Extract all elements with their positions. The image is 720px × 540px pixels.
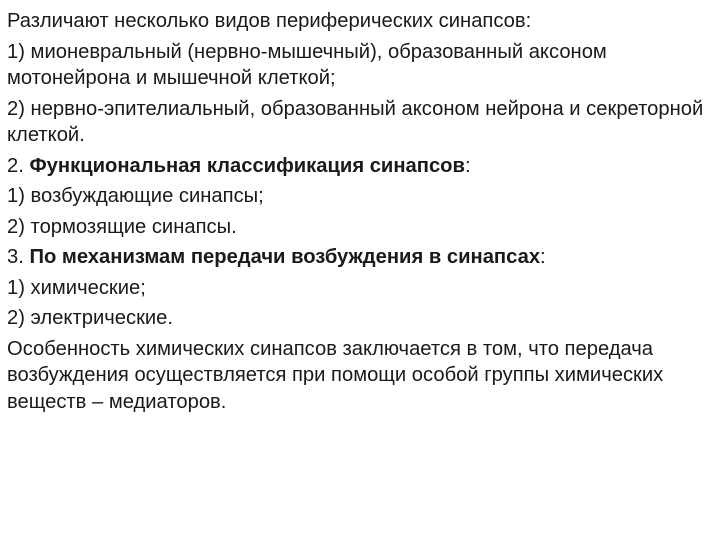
- section-heading-bold: Функциональная классификация синапсов: [29, 154, 465, 177]
- list-item-neuroepithelial: 2) нервно-эпителиальный, образованный аксоном нейрона и секреторной клеткой.: [7, 97, 704, 146]
- section-number: 3.: [7, 246, 30, 268]
- list-item-chemical: 1) химические;: [7, 276, 146, 299]
- list-item-inhibitory: 2) тормозящие синапсы.: [7, 215, 237, 238]
- section-colon: :: [540, 246, 546, 268]
- list-item-electrical: 2) электрические.: [7, 307, 174, 329]
- section-heading-functional: [7, 153, 713, 180]
- list-item-excitatory: 1) возбуждающие синапсы;: [7, 185, 264, 207]
- list-item-mioneural: 1) мионевральный (нервно-мышечный), образованный аксоном мотонейрона и мышечной клеткой;: [7, 40, 607, 89]
- section-colon: :: [464, 154, 471, 177]
- section-number: 2.: [7, 154, 30, 177]
- intro-paragraph: Различают несколько видов периферических синапсов:: [7, 10, 532, 32]
- section-heading-bold: По механизмам передачи возбуждения в синапсах: [29, 246, 541, 268]
- closing-paragraph: Особенность химических синапсов заключается в том, что передача возбуждения осуществляется при помощи особой группы химических веществ – медиаторов.: [7, 337, 664, 413]
- section-heading-mechanism: [7, 244, 713, 271]
- slide-text-body: [7, 8, 713, 419]
